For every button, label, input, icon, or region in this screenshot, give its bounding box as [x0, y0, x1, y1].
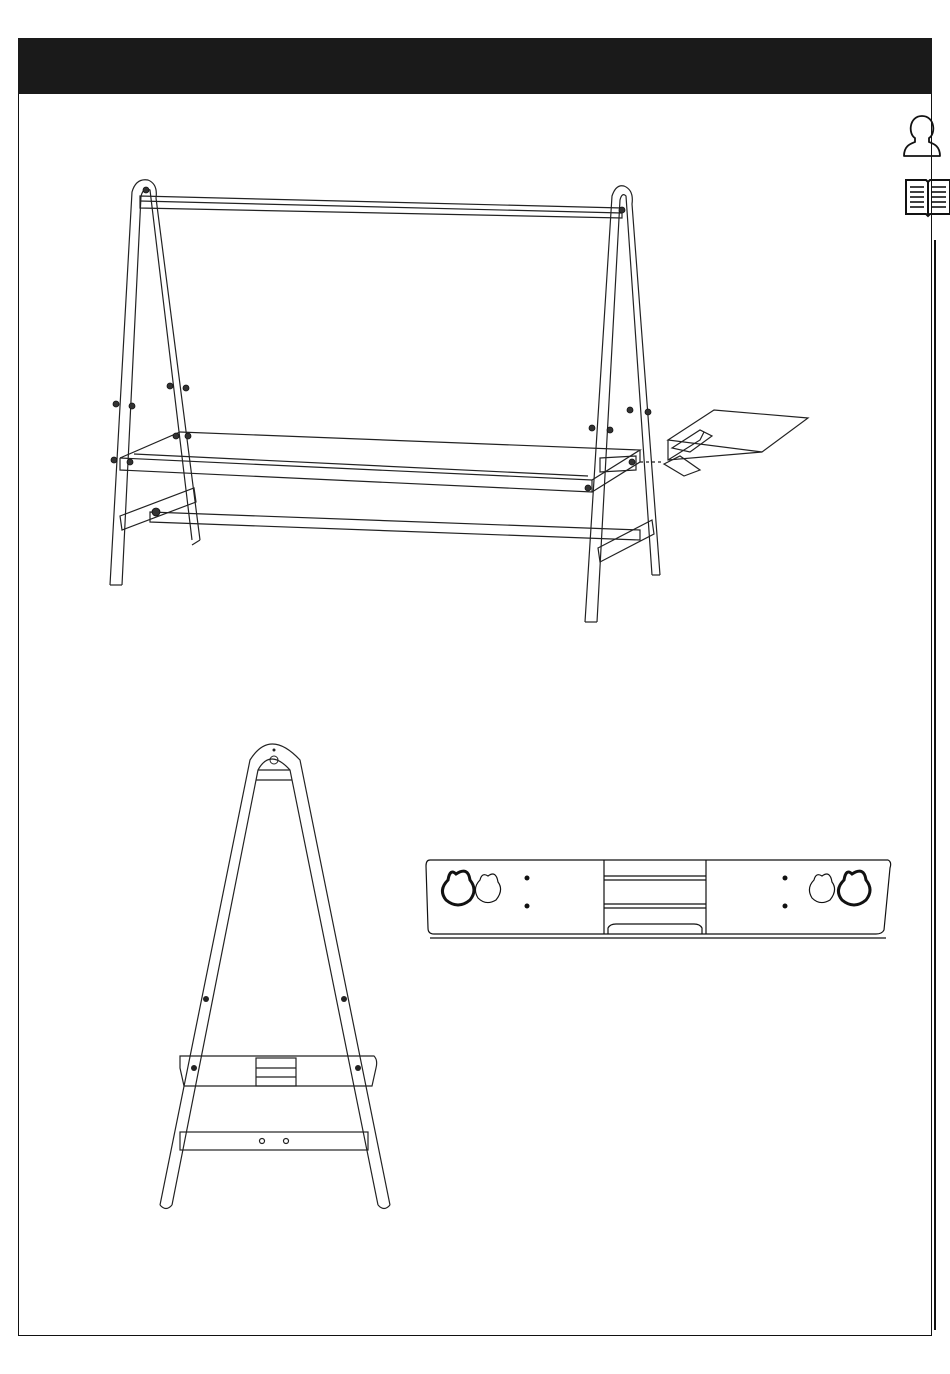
keyhole-left-outer [442, 871, 474, 905]
keyhole-right-outer [838, 871, 870, 905]
